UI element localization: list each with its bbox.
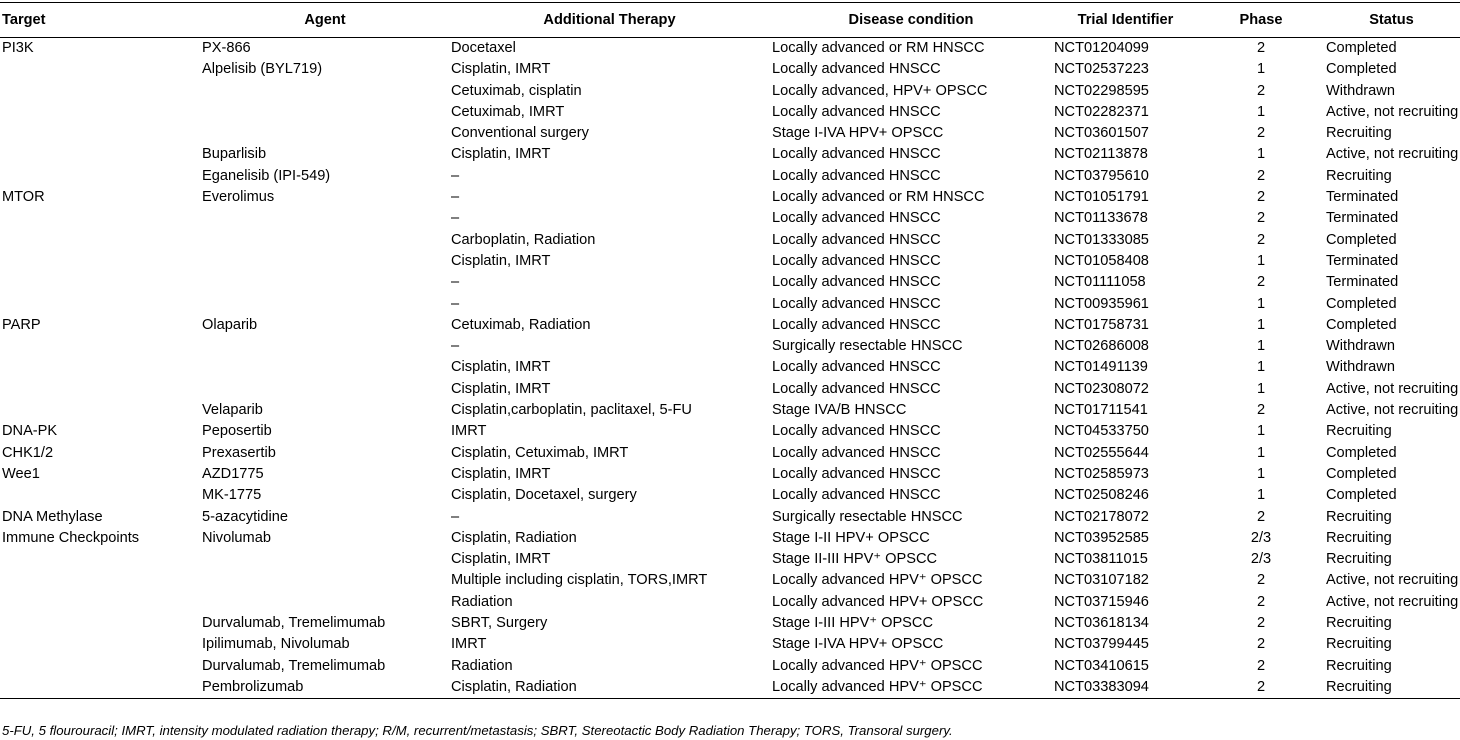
cell-status: Recruiting xyxy=(1326,423,1392,440)
table-row xyxy=(0,251,1460,272)
cell-status: Recruiting xyxy=(1326,167,1392,184)
table-row xyxy=(0,123,1460,144)
cell-target xyxy=(0,123,201,144)
cell-status: Recruiting xyxy=(1326,657,1392,674)
cell-status: Terminated xyxy=(1326,274,1399,291)
cell-target xyxy=(0,81,201,102)
cell-trial-identifier: NCT01711541 xyxy=(1054,402,1148,419)
cell-agent xyxy=(201,379,449,400)
cell-trial-identifier: NCT03410615 xyxy=(1054,657,1149,674)
cell-trial-identifier: NCT02178072 xyxy=(1054,508,1149,525)
cell-agent xyxy=(201,357,449,378)
cell-status: Terminated xyxy=(1326,252,1399,269)
cell-target xyxy=(0,570,201,591)
cell-additional-therapy: – xyxy=(451,295,460,312)
cell-agent: Durvalumab, Tremelimumab xyxy=(202,615,386,632)
cell-additional-therapy: Cisplatin, IMRT xyxy=(451,61,551,78)
cell-phase: 2/3 xyxy=(1250,551,1272,568)
table-row xyxy=(0,38,1460,60)
cell-trial-identifier: NCT01111058 xyxy=(1054,274,1146,291)
cell-additional-therapy: SBRT, Surgery xyxy=(451,615,548,632)
cell-trial-identifier: NCT02308072 xyxy=(1054,380,1149,397)
cell-agent: PX-866 xyxy=(202,40,251,56)
header-trial-identifier: Trial Identifier xyxy=(1052,3,1199,38)
cell-target xyxy=(0,400,201,421)
cell-target xyxy=(0,166,201,187)
cell-disease-condition: Locally advanced HNSCC xyxy=(772,167,941,184)
cell-disease-condition: Surgically resectable HNSCC xyxy=(772,508,963,525)
table-row xyxy=(0,485,1460,506)
cell-phase: 2 xyxy=(1256,210,1266,227)
cell-target: PARP xyxy=(2,316,41,333)
cell-additional-therapy: Cisplatin, Radiation xyxy=(449,677,770,699)
table-row xyxy=(0,443,1460,464)
cell-additional-therapy: Cisplatin, IMRT xyxy=(451,252,551,269)
cell-agent xyxy=(201,272,449,293)
cell-status: Completed xyxy=(1326,487,1397,504)
cell-agent: Eganelisib (IPI-549) xyxy=(202,167,331,184)
cell-trial-identifier: NCT03618134 xyxy=(1054,615,1149,632)
cell-trial-identifier: NCT02298595 xyxy=(1054,82,1149,99)
cell-agent xyxy=(201,102,449,123)
table-header xyxy=(0,3,1460,38)
cell-agent: Peposertib xyxy=(202,423,272,440)
cell-agent xyxy=(201,570,449,591)
cell-target xyxy=(0,549,201,570)
table-row xyxy=(0,570,1460,591)
cell-target: CHK1/2 xyxy=(2,444,54,461)
cell-disease-condition: Locally advanced HNSCC xyxy=(772,274,941,291)
cell-disease-condition: Stage IVA/B HNSCC xyxy=(772,402,907,419)
cell-additional-therapy: Radiation xyxy=(451,657,513,674)
table-row xyxy=(0,549,1460,570)
cell-disease-condition: Locally advanced HPV⁺ OPSCC xyxy=(772,657,983,674)
cell-agent: AZD1775 xyxy=(202,465,264,482)
cell-trial-identifier: NCT02508246 xyxy=(1054,487,1149,504)
cell-phase: 2 xyxy=(1256,82,1266,99)
cell-phase: 2 xyxy=(1256,593,1266,610)
table-row xyxy=(0,59,1460,80)
cell-phase: 2 xyxy=(1256,657,1266,674)
table-row xyxy=(0,656,1460,677)
cell-additional-therapy: Cisplatin, Cetuximab, IMRT xyxy=(451,444,629,461)
cell-agent: Buparlisib xyxy=(202,146,267,163)
cell-status: Recruiting xyxy=(1326,125,1392,142)
table-row xyxy=(0,613,1460,634)
cell-target: Immune Checkpoints xyxy=(2,529,140,546)
cell-agent xyxy=(201,336,449,357)
cell-target xyxy=(0,336,201,357)
header-phase: Phase xyxy=(1199,3,1323,38)
cell-target xyxy=(0,357,201,378)
cell-additional-therapy: Radiation xyxy=(451,593,513,610)
cell-status: Withdrawn xyxy=(1326,359,1395,376)
cell-phase: 1 xyxy=(1256,316,1266,333)
cell-status: Withdrawn xyxy=(1326,338,1395,355)
cell-trial-identifier: NCT02113878 xyxy=(1054,146,1148,163)
cell-target xyxy=(0,230,201,251)
cell-phase: 2 xyxy=(1256,231,1266,248)
cell-disease-condition: Locally advanced HNSCC xyxy=(772,103,941,120)
cell-disease-condition: Locally advanced HNSCC xyxy=(772,295,941,312)
cell-disease-condition: Stage I-IVA HPV+ OPSCC xyxy=(772,125,944,142)
cell-disease-condition: Stage I-IVA HPV+ OPSCC xyxy=(772,636,944,653)
cell-disease-condition: Locally advanced or RM HNSCC xyxy=(772,40,985,56)
cell-trial-identifier: NCT01133678 xyxy=(1054,210,1148,227)
cell-status: Completed xyxy=(1326,444,1397,461)
table-row xyxy=(0,144,1460,165)
cell-disease-condition: Stage II-III HPV⁺ OPSCC xyxy=(772,551,938,568)
cell-status: Recruiting xyxy=(1326,636,1392,653)
cell-additional-therapy: Cisplatin, IMRT xyxy=(451,359,551,376)
table-row xyxy=(0,592,1460,613)
cell-trial-identifier: NCT02282371 xyxy=(1054,103,1149,120)
cell-target xyxy=(0,272,201,293)
cell-trial-identifier: NCT02585973 xyxy=(1054,465,1149,482)
cell-agent: 5-azacytidine xyxy=(202,508,288,525)
cell-disease-condition: Surgically resectable HNSCC xyxy=(772,338,963,355)
cell-agent: Ipilimumab, Nivolumab xyxy=(202,636,350,653)
cell-status: Recruiting xyxy=(1326,615,1392,632)
cell-target xyxy=(0,294,201,315)
cell-status: Active, not recruiting xyxy=(1326,103,1459,120)
cell-trial-identifier: NCT02555644 xyxy=(1054,444,1149,461)
cell-status: Completed xyxy=(1326,295,1397,312)
cell-phase: 2/3 xyxy=(1250,529,1272,546)
cell-status: Completed xyxy=(1326,465,1397,482)
cell-agent: MK-1775 xyxy=(202,487,262,504)
table-row xyxy=(0,230,1460,251)
cell-trial-identifier: NCT01491139 xyxy=(1054,359,1148,376)
cell-trial-identifier: NCT01333085 xyxy=(1054,231,1149,248)
cell-disease-condition: Locally advanced HNSCC xyxy=(772,210,941,227)
table-row xyxy=(0,272,1460,293)
cell-phase: 1 xyxy=(1256,359,1266,376)
cell-phase: 2 xyxy=(1256,40,1266,56)
cell-target: DNA-PK xyxy=(2,423,58,440)
header-agent: Agent xyxy=(201,3,449,38)
cell-agent xyxy=(201,592,449,613)
cell-agent: Everolimus xyxy=(202,189,275,206)
cell-target xyxy=(0,102,201,123)
cell-disease-condition: Locally advanced, HPV+ OPSCC xyxy=(772,82,988,99)
cell-additional-therapy: Carboplatin, Radiation xyxy=(451,231,596,248)
cell-status: Recruiting xyxy=(1326,529,1392,546)
cell-phase: 1 xyxy=(1256,465,1266,482)
cell-phase: 1 xyxy=(1256,103,1266,120)
cell-status: Withdrawn xyxy=(1326,82,1395,99)
cell-additional-therapy: Cisplatin, Docetaxel, surgery xyxy=(451,487,637,504)
cell-agent: Olaparib xyxy=(202,316,258,333)
table-row xyxy=(0,421,1460,442)
cell-phase: 1 xyxy=(1256,380,1266,397)
cell-target xyxy=(0,59,201,80)
cell-trial-identifier: NCT04533750 xyxy=(1054,423,1149,440)
cell-additional-therapy: – xyxy=(451,338,460,355)
cell-disease-condition: Stage I-III HPV⁺ OPSCC xyxy=(772,615,933,632)
cell-target: Wee1 xyxy=(2,465,40,482)
cell-additional-therapy: Cetuximab, cisplatin xyxy=(451,82,582,99)
cell-trial-identifier: NCT03107182 xyxy=(1054,572,1149,589)
cell-agent: Alpelisib (BYL719) xyxy=(202,61,323,78)
table-footnote: 5-FU, 5 flourouracil; IMRT, intensity modulated radiation therapy; R/M, recurrent/metastasis; SBRT, Stereotactic Body Radiation Therapy; TORS, Transoral surgery. xyxy=(2,723,953,738)
cell-additional-therapy: – xyxy=(451,167,460,184)
cell-trial-identifier: NCT03795610 xyxy=(1054,167,1149,184)
cell-status: Recruiting xyxy=(1326,551,1392,568)
cell-target: MTOR xyxy=(2,189,45,206)
cell-additional-therapy: Cisplatin, IMRT xyxy=(451,551,551,568)
cell-phase: 2 xyxy=(1256,125,1266,142)
cell-phase: 2 xyxy=(1199,677,1323,699)
cell-phase: 1 xyxy=(1256,338,1266,355)
cell-trial-identifier: NCT02686008 xyxy=(1054,338,1149,355)
cell-additional-therapy: IMRT xyxy=(451,636,487,653)
cell-additional-therapy: – xyxy=(451,210,460,227)
table-row xyxy=(0,400,1460,421)
cell-status: Recruiting xyxy=(1326,508,1392,525)
header-row xyxy=(0,3,1460,38)
cell-trial-identifier: NCT03952585 xyxy=(1054,529,1149,546)
cell-trial-identifier: NCT03799445 xyxy=(1054,636,1149,653)
cell-target xyxy=(0,677,201,699)
cell-status: Active, not recruiting xyxy=(1326,593,1459,610)
cell-phase: 2 xyxy=(1256,402,1266,419)
cell-target xyxy=(0,592,201,613)
cell-phase: 1 xyxy=(1256,295,1266,312)
cell-agent: Pembrolizumab xyxy=(201,677,449,699)
cell-agent xyxy=(201,251,449,272)
cell-agent xyxy=(201,123,449,144)
cell-phase: 1 xyxy=(1256,252,1266,269)
cell-disease-condition: Stage I-II HPV+ OPSCC xyxy=(772,529,930,546)
cell-phase: 2 xyxy=(1256,274,1266,291)
table-row xyxy=(0,166,1460,187)
table-row xyxy=(0,102,1460,123)
table-row xyxy=(0,634,1460,655)
table-row xyxy=(0,81,1460,102)
cell-additional-therapy: – xyxy=(451,274,460,291)
cell-additional-therapy: – xyxy=(451,189,460,206)
cell-status: Active, not recruiting xyxy=(1326,380,1459,397)
cell-agent xyxy=(201,549,449,570)
cell-agent: Durvalumab, Tremelimumab xyxy=(202,657,386,674)
cell-disease-condition: Locally advanced HNSCC xyxy=(772,487,941,504)
cell-additional-therapy: Cetuximab, IMRT xyxy=(451,103,565,120)
cell-disease-condition: Locally advanced HNSCC xyxy=(772,61,941,78)
table-row xyxy=(0,294,1460,315)
cell-disease-condition: Locally advanced HNSCC xyxy=(772,146,941,163)
table-body xyxy=(0,38,1460,699)
cell-disease-condition: Locally advanced HPV+ OPSCC xyxy=(772,593,984,610)
table-row xyxy=(0,677,1460,699)
cell-additional-therapy: IMRT xyxy=(451,423,487,440)
cell-status: Completed xyxy=(1326,40,1397,56)
table-row xyxy=(0,507,1460,528)
cell-additional-therapy: Conventional surgery xyxy=(451,125,589,142)
cell-disease-condition: Locally advanced HNSCC xyxy=(772,423,941,440)
cell-target xyxy=(0,208,201,229)
cell-disease-condition: Locally advanced HNSCC xyxy=(772,231,941,248)
table-row xyxy=(0,336,1460,357)
cell-status: Active, not recruiting xyxy=(1326,572,1459,589)
cell-phase: 2 xyxy=(1256,636,1266,653)
cell-trial-identifier: NCT00935961 xyxy=(1054,295,1149,312)
cell-agent xyxy=(201,294,449,315)
cell-status: Completed xyxy=(1326,231,1397,248)
cell-additional-therapy: Docetaxel xyxy=(451,40,516,56)
cell-additional-therapy: Cisplatin, IMRT xyxy=(451,146,551,163)
table-row xyxy=(0,208,1460,229)
cell-agent: Nivolumab xyxy=(202,529,271,546)
cell-phase: 2 xyxy=(1256,572,1266,589)
cell-target xyxy=(0,485,201,506)
cell-phase: 2 xyxy=(1256,189,1266,206)
table-row xyxy=(0,464,1460,485)
table-row xyxy=(0,528,1460,549)
cell-trial-identifier: NCT02537223 xyxy=(1054,61,1149,78)
cell-phase: 2 xyxy=(1256,508,1266,525)
cell-trial-identifier: NCT01058408 xyxy=(1054,252,1149,269)
cell-additional-therapy: Cisplatin, IMRT xyxy=(451,380,551,397)
cell-agent xyxy=(201,81,449,102)
cell-additional-therapy: Cetuximab, Radiation xyxy=(451,316,591,333)
table-row xyxy=(0,187,1460,208)
table-row xyxy=(0,357,1460,378)
cell-target: DNA Methylase xyxy=(2,508,103,525)
cell-status: Completed xyxy=(1326,61,1397,78)
cell-additional-therapy: Cisplatin,carboplatin, paclitaxel, 5-FU xyxy=(451,402,692,419)
cell-agent: Velaparib xyxy=(202,402,263,419)
header-target: Target xyxy=(0,3,201,38)
header-disease-condition: Disease condition xyxy=(770,3,1052,38)
table-row xyxy=(0,315,1460,336)
cell-disease-condition: Locally advanced HNSCC xyxy=(772,359,941,376)
cell-phase: 1 xyxy=(1256,487,1266,504)
cell-disease-condition: Locally advanced HNSCC xyxy=(772,444,941,461)
cell-agent xyxy=(201,230,449,251)
cell-status: Terminated xyxy=(1326,210,1399,227)
cell-disease-condition: Locally advanced or RM HNSCC xyxy=(772,189,985,206)
cell-additional-therapy: Cisplatin, IMRT xyxy=(451,465,551,482)
cell-additional-therapy: Cisplatin, Radiation xyxy=(451,529,577,546)
cell-trial-identifier: NCT01051791 xyxy=(1054,189,1149,206)
cell-trial-identifier: NCT03811015 xyxy=(1054,551,1148,568)
cell-disease-condition: Locally advanced HNSCC xyxy=(772,316,941,333)
cell-trial-identifier: NCT01204099 xyxy=(1054,40,1149,56)
cell-phase: 2 xyxy=(1256,615,1266,632)
cell-status: Active, not recruiting xyxy=(1326,146,1459,163)
clinical-trials-table xyxy=(0,2,1460,699)
cell-additional-therapy: – xyxy=(451,508,460,525)
cell-target xyxy=(0,656,201,677)
cell-disease-condition: Locally advanced HPV⁺ OPSCC xyxy=(772,572,983,589)
cell-disease-condition: Locally advanced HNSCC xyxy=(772,380,941,397)
table-row xyxy=(0,379,1460,400)
cell-target xyxy=(0,634,201,655)
cell-target xyxy=(0,613,201,634)
cell-phase: 1 xyxy=(1256,423,1266,440)
cell-additional-therapy: Multiple including cisplatin, TORS,IMRT xyxy=(451,572,708,589)
cell-status: Terminated xyxy=(1326,189,1399,206)
cell-phase: 1 xyxy=(1256,61,1266,78)
cell-trial-identifier: NCT03601507 xyxy=(1054,125,1149,142)
cell-phase: 1 xyxy=(1256,444,1266,461)
cell-status: Completed xyxy=(1326,316,1397,333)
cell-target xyxy=(0,144,201,165)
cell-disease-condition: Locally advanced HNSCC xyxy=(772,252,941,269)
cell-status: Recruiting xyxy=(1323,677,1460,699)
cell-trial-identifier: NCT01758731 xyxy=(1054,316,1149,333)
cell-trial-identifier: NCT03715946 xyxy=(1054,593,1149,610)
cell-target xyxy=(0,379,201,400)
header-status: Status xyxy=(1323,3,1460,38)
cell-phase: 1 xyxy=(1256,146,1266,163)
cell-disease-condition: Locally advanced HPV⁺ OPSCC xyxy=(770,677,1052,699)
cell-agent xyxy=(201,208,449,229)
cell-disease-condition: Locally advanced HNSCC xyxy=(772,465,941,482)
cell-trial-identifier: NCT03383094 xyxy=(1052,677,1199,699)
cell-target xyxy=(0,251,201,272)
cell-status: Active, not recruiting xyxy=(1326,402,1459,419)
cell-phase: 2 xyxy=(1256,167,1266,184)
cell-target: PI3K xyxy=(2,40,34,56)
cell-agent: Prexasertib xyxy=(202,444,276,461)
header-additional-therapy: Additional Therapy xyxy=(449,3,770,38)
